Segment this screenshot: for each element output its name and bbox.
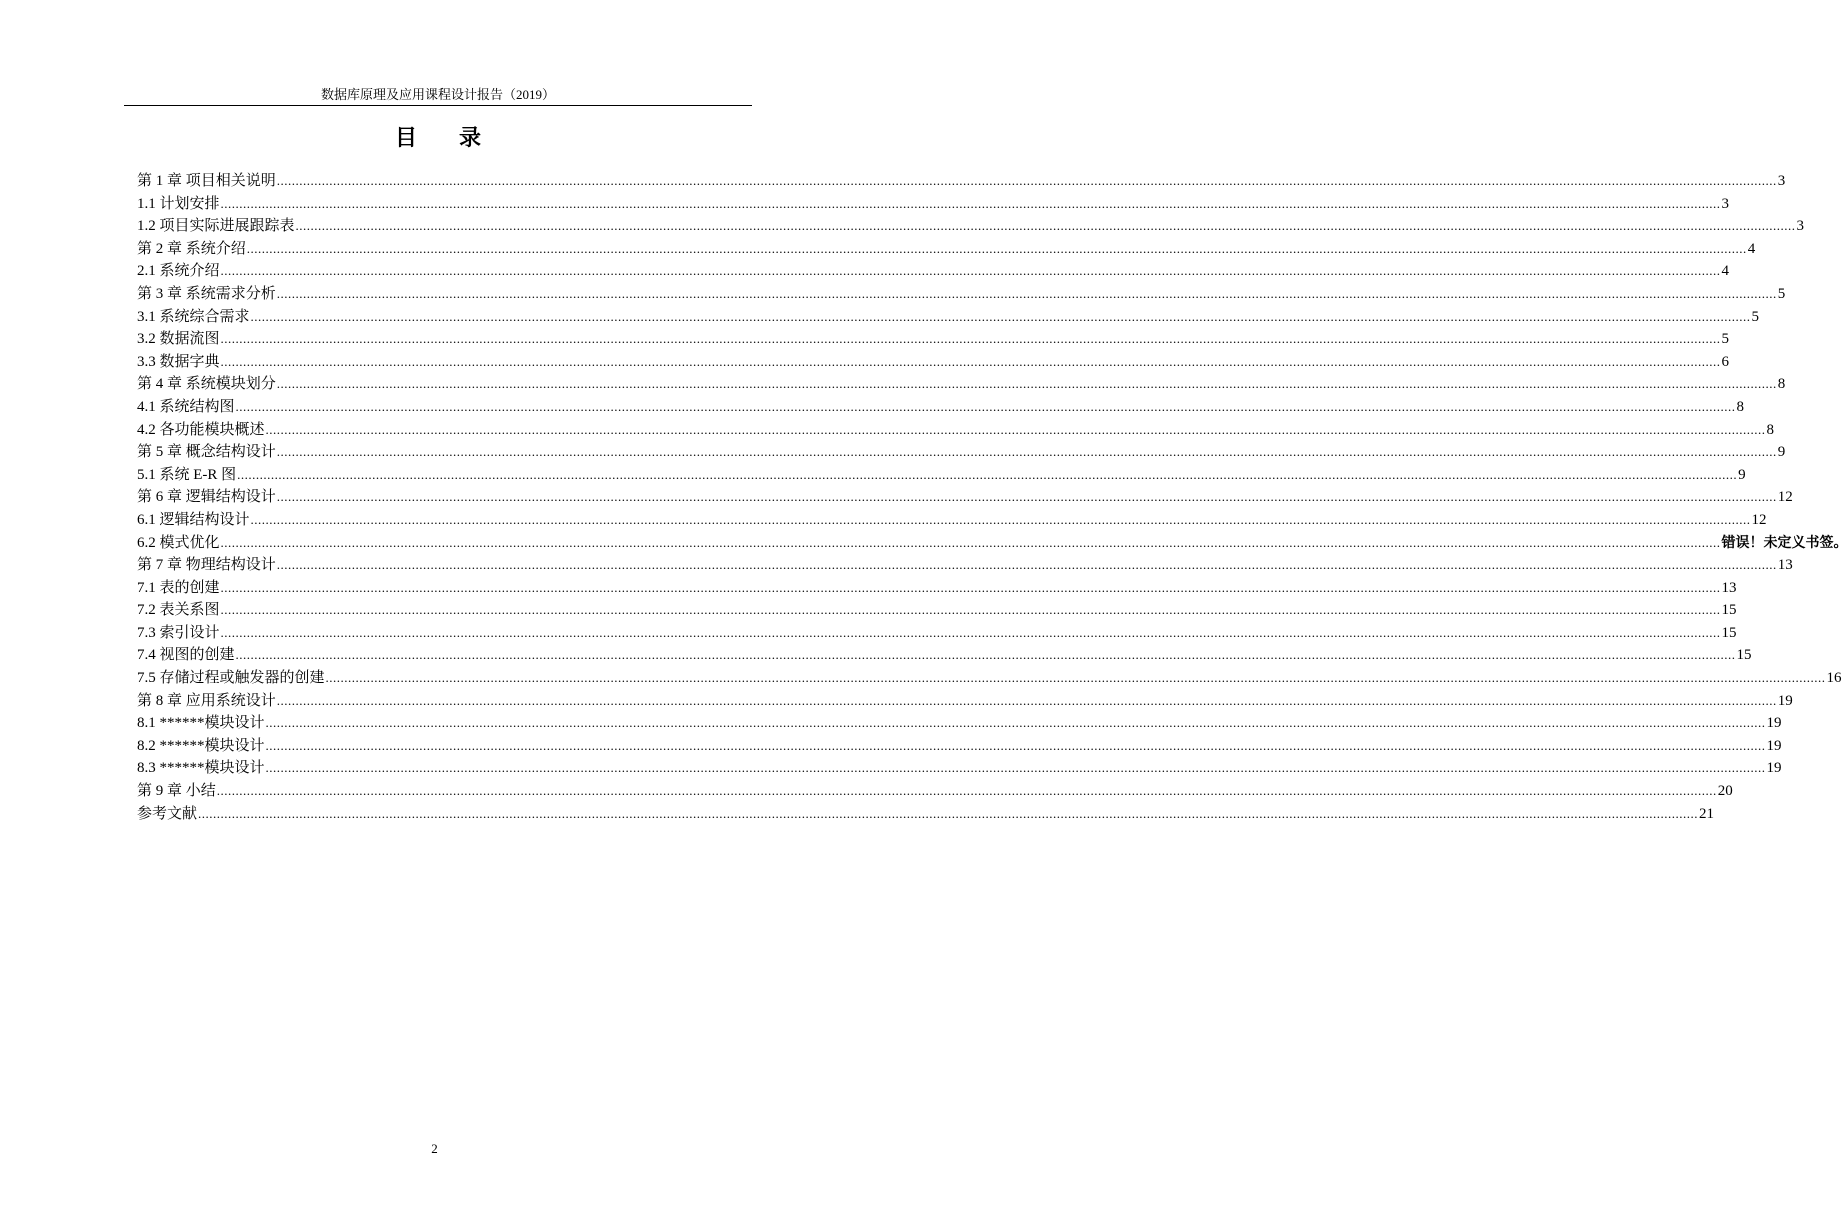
page-number: 2 <box>431 1141 438 1156</box>
toc-entry[interactable] <box>137 283 1786 306</box>
toc-entry-page[interactable]: 13 <box>1721 579 1737 596</box>
toc-dot-leader: ................................................................................................................................................................................................................................................................................................................................................................................................................ <box>235 398 1736 414</box>
toc-entry[interactable] <box>137 532 1848 555</box>
toc-entry[interactable] <box>137 396 1745 419</box>
toc-entry-label[interactable]: 第 3 章 系统需求分析 <box>137 285 276 302</box>
toc-entry[interactable] <box>137 351 1730 374</box>
toc-entry-page[interactable]: 19 <box>1766 737 1782 754</box>
toc-title-part-2: 录 <box>459 126 482 151</box>
toc-entry-page[interactable]: 4 <box>1747 240 1756 257</box>
toc-entry[interactable] <box>137 599 1737 622</box>
toc-entry[interactable] <box>137 238 1756 261</box>
toc-entry-page[interactable]: 16 <box>1826 670 1842 687</box>
toc-entry-label[interactable]: 第 4 章 系统模块划分 <box>137 376 276 393</box>
toc-entry-page[interactable]: 19 <box>1777 692 1793 709</box>
toc-dot-leader: ................................................................................................................................................................................................................................................................................................................................................................................................................ <box>276 285 1777 301</box>
toc-entry-page[interactable]: 4 <box>1721 263 1730 280</box>
running-header: 数据库原理及应用课程设计报告（2019） <box>320 87 555 102</box>
toc-dot-leader: ................................................................................................................................................................................................................................................................................................................................................................................................................ <box>220 331 1721 347</box>
toc-dot-leader: ................................................................................................................................................................................................................................................................................................................................................................................................................ <box>250 308 1751 324</box>
toc-dot-leader: ................................................................................................................................................................................................................................................................................................................................................................................................................ <box>216 783 1717 799</box>
toc-dot-leader: ................................................................................................................................................................................................................................................................................................................................................................................................................ <box>235 647 1736 663</box>
toc-entry-page[interactable]: 8 <box>1777 376 1786 393</box>
toc-entry-page[interactable]: 5 <box>1777 285 1786 302</box>
toc-dot-leader: ................................................................................................................................................................................................................................................................................................................................................................................................................ <box>265 421 1766 437</box>
toc-entry[interactable] <box>137 780 1733 803</box>
toc-entry-page[interactable]: 12 <box>1751 511 1767 528</box>
toc-entry-label[interactable]: 7.1 表的创建 <box>137 579 220 596</box>
toc-entry[interactable] <box>137 554 1793 577</box>
toc-entry-page[interactable]: 15 <box>1736 647 1752 664</box>
toc-entry[interactable] <box>137 757 1782 780</box>
toc-dot-leader: ................................................................................................................................................................................................................................................................................................................................................................................................................ <box>220 195 1721 211</box>
toc-entry-page[interactable]: 19 <box>1766 715 1782 732</box>
toc-entry-label[interactable]: 第 8 章 应用系统设计 <box>137 692 276 709</box>
toc-dot-leader: ................................................................................................................................................................................................................................................................................................................................................................................................................ <box>265 760 1766 776</box>
toc-dot-leader: ................................................................................................................................................................................................................................................................................................................................................................................................................ <box>220 353 1721 369</box>
toc-entry-page[interactable]: 15 <box>1721 602 1737 619</box>
toc-entry[interactable] <box>137 509 1767 532</box>
toc-dot-leader: ................................................................................................................................................................................................................................................................................................................................................................................................................ <box>265 715 1766 731</box>
toc-entry-page[interactable]: 8 <box>1736 398 1745 415</box>
toc-entry[interactable] <box>137 260 1730 283</box>
toc-entry[interactable] <box>137 803 1715 826</box>
toc-entry[interactable] <box>137 441 1786 464</box>
toc-entry-page[interactable]: 3 <box>1777 173 1786 189</box>
toc-entry-label[interactable]: 7.4 视图的创建 <box>137 647 235 664</box>
toc-entry-page[interactable]: 6 <box>1721 353 1730 370</box>
toc-dot-leader: ................................................................................................................................................................................................................................................................................................................................................................................................................ <box>276 489 1777 505</box>
toc-dot-leader: ................................................................................................................................................................................................................................................................................................................................................................................................................ <box>250 511 1751 527</box>
toc-dot-leader: ................................................................................................................................................................................................................................................................................................................................................................................................................ <box>276 692 1777 708</box>
toc-entry-label[interactable]: 7.3 索引设计 <box>137 624 220 641</box>
toc-entry[interactable] <box>137 306 1760 329</box>
toc-entry-label[interactable]: 第 5 章 概念结构设计 <box>137 444 276 461</box>
toc-entry-page[interactable]: 15 <box>1721 624 1737 641</box>
toc-entry-page[interactable]: 3 <box>1796 218 1805 235</box>
toc-entry-label[interactable]: 2.1 系统介绍 <box>137 263 220 280</box>
toc-entry-page[interactable]: 9 <box>1777 444 1786 461</box>
toc-entry[interactable] <box>137 667 1842 690</box>
toc-dot-leader: ................................................................................................................................................................................................................................................................................................................................................................................................................ <box>220 263 1721 279</box>
toc-entry-page[interactable]: 3 <box>1721 195 1730 212</box>
toc-entry[interactable] <box>137 577 1737 600</box>
toc-entry[interactable] <box>137 486 1793 509</box>
toc-dot-leader: ................................................................................................................................................................................................................................................................................................................................................................................................................ <box>220 602 1721 618</box>
toc-entry-label[interactable]: 1.1 计划安排 <box>137 195 220 212</box>
toc-entry[interactable] <box>137 373 1786 396</box>
toc-entry-page[interactable]: 20 <box>1717 783 1733 800</box>
toc-entry-label[interactable]: 4.1 系统结构图 <box>137 398 235 415</box>
toc-entry[interactable] <box>137 622 1737 645</box>
header-rule <box>124 105 752 106</box>
toc-dot-leader: ................................................................................................................................................................................................................................................................................................................................................................................................................ <box>198 805 1699 821</box>
toc-entry-label[interactable]: 第 6 章 逻辑结构设计 <box>137 489 276 506</box>
toc-dot-leader: ................................................................................................................................................................................................................................................................................................................................................................................................................ <box>220 579 1721 595</box>
toc-dot-leader: ................................................................................................................................................................................................................................................................................................................................................................................................................ <box>325 670 1826 686</box>
toc-entry-page[interactable]: 13 <box>1777 557 1793 574</box>
toc-entry-label[interactable]: 参考文献 <box>137 805 198 822</box>
toc-entry-label[interactable]: 3.3 数据字典 <box>137 353 220 370</box>
toc-dot-leader: ................................................................................................................................................................................................................................................................................................................................................................................................................ <box>246 240 1747 256</box>
toc-entry-label[interactable]: 6.1 逻辑结构设计 <box>137 511 250 528</box>
toc-entry[interactable] <box>137 464 1746 487</box>
toc-entry-label[interactable]: 8.3 ******模块设计 <box>137 760 265 777</box>
toc-dot-leader: ................................................................................................................................................................................................................................................................................................................................................................................................................ <box>276 376 1777 392</box>
toc-entry[interactable] <box>137 170 1786 193</box>
toc-entry-label[interactable]: 3.1 系统综合需求 <box>137 308 250 325</box>
toc-entry-label[interactable]: 8.2 ******模块设计 <box>137 737 265 754</box>
toc-dot-leader: ................................................................................................................................................................................................................................................................................................................................................................................................................ <box>276 444 1777 460</box>
toc-entry[interactable] <box>137 328 1730 351</box>
toc-entry-label[interactable]: 7.5 存储过程或触发器的创建 <box>137 670 325 687</box>
toc-entry-label[interactable]: 第 1 章 项目相关说明 <box>137 173 276 189</box>
toc-dot-leader: ................................................................................................................................................................................................................................................................................................................................................................................................................ <box>265 737 1766 753</box>
toc-entry-label[interactable]: 5.1 系统 E-R 图 <box>137 466 237 483</box>
toc-entry-label[interactable]: 第 7 章 物理结构设计 <box>137 557 276 574</box>
toc-entry[interactable] <box>137 712 1782 735</box>
toc-title <box>124 124 752 154</box>
toc-entry-label[interactable]: 4.2 各功能模块概述 <box>137 421 265 438</box>
toc-dot-leader: ................................................................................................................................................................................................................................................................................................................................................................................................................ <box>220 624 1721 640</box>
toc-dot-leader: ................................................................................................................................................................................................................................................................................................................................................................................................................ <box>295 218 1796 234</box>
toc-entry-label[interactable]: 3.2 数据流图 <box>137 331 220 348</box>
toc-entry-page[interactable]: 21 <box>1699 805 1715 822</box>
table-of-contents <box>137 170 1848 825</box>
toc-dot-leader: ................................................................................................................................................................................................................................................................................................................................................................................................................ <box>220 534 1721 550</box>
toc-dot-leader: ................................................................................................................................................................................................................................................................................................................................................................................................................ <box>276 173 1777 188</box>
toc-entry-label[interactable]: 7.2 表关系图 <box>137 602 220 619</box>
toc-entry-page[interactable]: 12 <box>1777 489 1793 506</box>
toc-entry[interactable] <box>137 419 1775 442</box>
toc-entry-label[interactable]: 第 2 章 系统介绍 <box>137 240 246 257</box>
toc-entry-label[interactable]: 1.2 项目实际进展跟踪表 <box>137 218 295 235</box>
toc-entry[interactable] <box>137 690 1793 713</box>
toc-entry-page[interactable]: 8 <box>1766 421 1775 438</box>
toc-entry-page[interactable]: 5 <box>1721 331 1730 348</box>
toc-entry[interactable] <box>137 644 1752 667</box>
toc-entry-page[interactable]: 9 <box>1738 466 1746 483</box>
toc-entry[interactable] <box>137 735 1782 758</box>
toc-entry-page[interactable]: 19 <box>1766 760 1782 777</box>
toc-entry[interactable] <box>137 215 1805 238</box>
toc-entry-label[interactable]: 第 9 章 小结 <box>137 783 216 800</box>
toc-title-part-1: 目 <box>394 126 417 151</box>
toc-dot-leader: ................................................................................................................................................................................................................................................................................................................................................................................................................ <box>276 557 1777 573</box>
toc-entry-label[interactable]: 8.1 ******模块设计 <box>137 715 265 732</box>
toc-entry[interactable] <box>137 193 1730 216</box>
toc-entry-page[interactable]: 5 <box>1751 308 1760 325</box>
toc-dot-leader: ................................................................................................................................................................................................................................................................................................................................................................................................................ <box>237 466 1738 482</box>
toc-entry-error-text[interactable]: 错误！未定义书签。 <box>1721 534 1848 551</box>
toc-entry-label[interactable]: 6.2 模式优化 <box>137 534 220 551</box>
